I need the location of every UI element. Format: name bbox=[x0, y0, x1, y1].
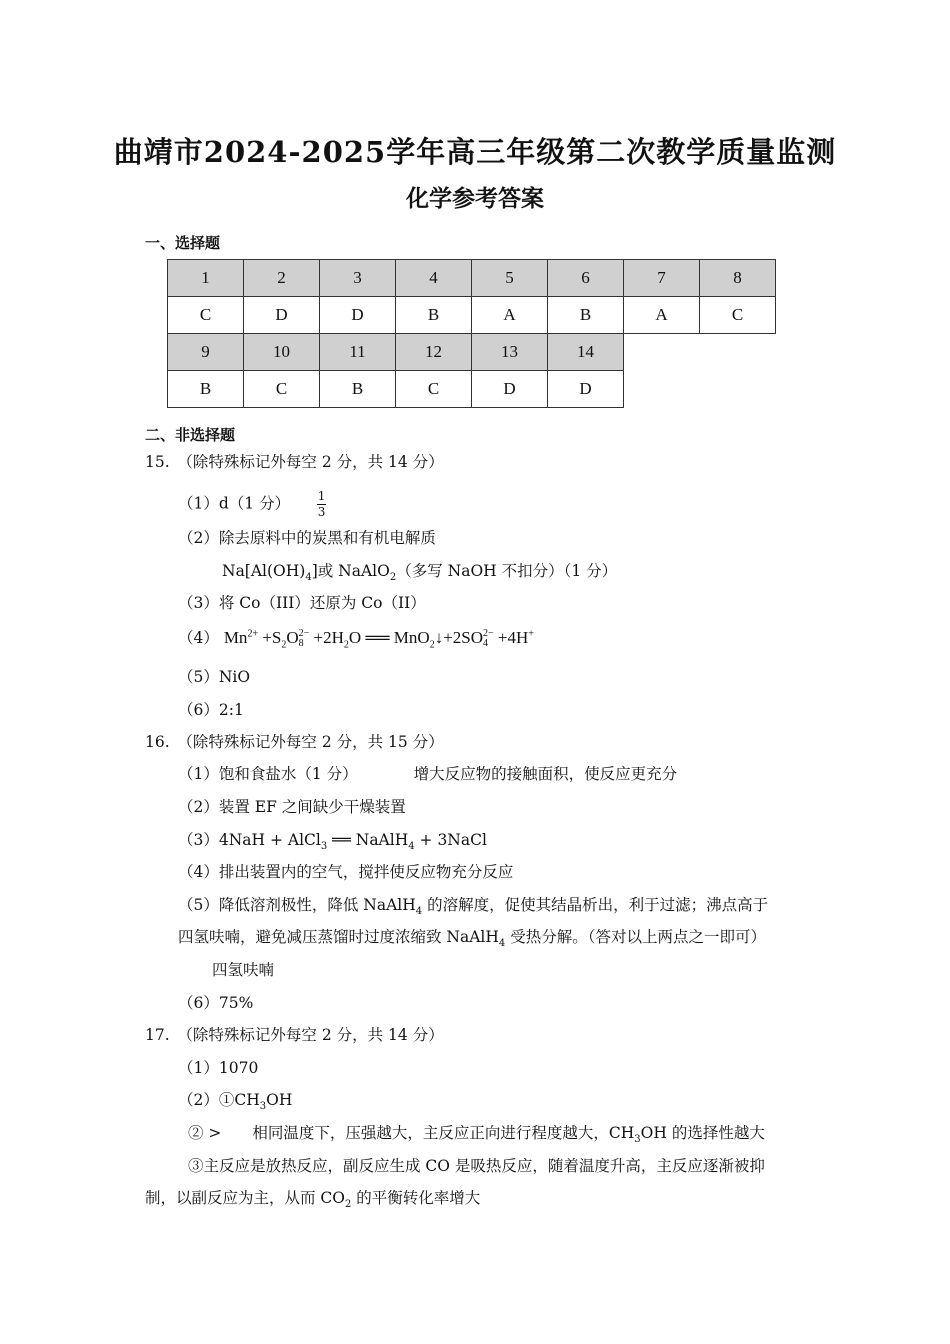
question-number-cell: 12 bbox=[396, 334, 472, 371]
q16-part5-answer2: 四氢呋喃 bbox=[212, 961, 275, 979]
question-number-cell: 4 bbox=[396, 260, 472, 297]
answer-cell: D bbox=[320, 297, 396, 334]
question-number-cell: 11 bbox=[320, 334, 396, 371]
question-number-cell: 3 bbox=[320, 260, 396, 297]
subscript: 4 bbox=[498, 938, 506, 950]
page-subtitle: 化学参考答案 bbox=[406, 185, 544, 212]
part-label: （4） bbox=[178, 629, 219, 647]
q16-part6: （6）75% bbox=[178, 994, 254, 1012]
answer-cell: B bbox=[396, 297, 472, 334]
question-number-cell: 10 bbox=[244, 334, 320, 371]
question-number-cell: 14 bbox=[548, 334, 624, 371]
q17-part2-sub2 bbox=[188, 1123, 765, 1146]
page-title: 曲靖市2024-2025学年高三年级第二次教学质量监测 bbox=[113, 135, 837, 169]
answer-table bbox=[167, 259, 776, 408]
empty-cell bbox=[624, 371, 700, 408]
text-run: 制，以副反应为主，从而 CO bbox=[145, 1189, 345, 1207]
table-row bbox=[168, 334, 776, 371]
answer-cell: C bbox=[396, 371, 472, 408]
answer-cell: C bbox=[244, 371, 320, 408]
q15-part3: （3）将 Co（III）还原为 Co（II） bbox=[178, 594, 426, 612]
q15-part2: （2）除去原料中的炭黑和有机电解质 bbox=[178, 529, 436, 547]
q16-part2: （2）装置 EF 之间缺少干燥装置 bbox=[178, 798, 406, 816]
text-run: 四氢呋喃，避免减压蒸馏时过度浓缩致 NaAlH bbox=[178, 928, 499, 946]
subscript: 4 bbox=[305, 572, 312, 584]
q16-part1 bbox=[178, 764, 677, 784]
q17-heading: 17. （除特殊标记外每空 2 分，共 14 分） bbox=[145, 1026, 444, 1044]
text-run: + 3NaCl bbox=[414, 831, 487, 849]
answer-cell: D bbox=[472, 371, 548, 408]
text-run: ]或 NaAlO bbox=[311, 562, 390, 580]
q16-part5-cont bbox=[178, 927, 766, 950]
question-number-cell: 1 bbox=[168, 260, 244, 297]
q16-part5 bbox=[178, 895, 769, 918]
answer-cell: D bbox=[244, 297, 320, 334]
table-row bbox=[168, 371, 776, 408]
text-run: （3）4NaH + AlCl bbox=[178, 831, 321, 849]
text-run: （2）①CH bbox=[178, 1091, 260, 1109]
section-heading-choice: 一、选择题 bbox=[145, 234, 221, 252]
fraction bbox=[317, 490, 326, 519]
answer-cell: C bbox=[168, 297, 244, 334]
q17-part1: （1）1070 bbox=[178, 1059, 259, 1077]
text-run: 受热分解。（答对以上两点之一即可） bbox=[505, 928, 766, 946]
empty-cell bbox=[624, 334, 700, 371]
answer-cell: D bbox=[548, 371, 624, 408]
q17-part2-sub3: ③主反应是放热反应，副反应生成 CO 是吸热反应，随着温度升高，主反应逐渐被抑 bbox=[188, 1157, 765, 1175]
text-run: Na[Al(OH) bbox=[222, 562, 306, 580]
text-run: （5）降低溶剂极性，降低 NaAlH bbox=[178, 896, 416, 914]
question-number-cell: 7 bbox=[624, 260, 700, 297]
empty-cell bbox=[700, 334, 776, 371]
answer-cell: C bbox=[700, 297, 776, 334]
table-row bbox=[168, 260, 776, 297]
text-run: （1）饱和食盐水（1 分） bbox=[178, 765, 358, 783]
text-run: （多写 NaOH 不扣分）（1 分） bbox=[396, 562, 618, 580]
question-number-cell: 8 bbox=[700, 260, 776, 297]
question-number-cell: 6 bbox=[548, 260, 624, 297]
subscript: 4 bbox=[408, 841, 415, 853]
fraction-numerator: 1 bbox=[317, 489, 326, 503]
answer-cell: B bbox=[320, 371, 396, 408]
subscript: 3 bbox=[634, 1134, 641, 1146]
question-number-cell: 5 bbox=[472, 260, 548, 297]
subscript: 2 bbox=[389, 572, 397, 584]
table-row bbox=[168, 297, 776, 334]
q17-part2-sub3-cont bbox=[145, 1188, 481, 1211]
q15-part2-answer bbox=[222, 561, 618, 584]
answer-cell: A bbox=[624, 297, 700, 334]
q17-part2 bbox=[178, 1090, 293, 1113]
text-run: 的溶解度，促使其结晶析出，利于过滤；沸点高于 bbox=[422, 896, 769, 914]
subscript: 3 bbox=[320, 841, 328, 853]
question-number-cell: 2 bbox=[244, 260, 320, 297]
text-run: 增大反应物的接触面积，使反应更充分 bbox=[413, 765, 678, 783]
q16-part3 bbox=[178, 830, 487, 853]
answer-cell: B bbox=[168, 371, 244, 408]
answer-cell: B bbox=[548, 297, 624, 334]
text-run: ══ NaAlH bbox=[327, 831, 409, 849]
q15-part1-text: （1）d（1 分） bbox=[178, 494, 291, 513]
text-run: 的平衡转化率增大 bbox=[351, 1189, 481, 1207]
text-run: OH 的选择性越大 bbox=[640, 1124, 765, 1142]
subscript: 4 bbox=[415, 906, 423, 918]
text-run: OH bbox=[266, 1091, 293, 1109]
subscript: 3 bbox=[259, 1101, 267, 1113]
q15-part1 bbox=[178, 490, 326, 519]
q16-heading: 16. （除特殊标记外每空 2 分，共 15 分） bbox=[145, 733, 444, 751]
q15-part5: （5）NiO bbox=[178, 668, 251, 686]
answer-cell: A bbox=[472, 297, 548, 334]
q16-part4: （4）排出装置内的空气，搅拌使反应物充分反应 bbox=[178, 863, 514, 881]
question-number-cell: 9 bbox=[168, 334, 244, 371]
fraction-denominator: 3 bbox=[317, 505, 326, 519]
ionic-equation: $Mn^{2+} +S_2O$ 2− 8 $+2H_2O$ ══ MnO$_2$↓+2SO 2− 4 +4H+ bbox=[223, 628, 534, 651]
q15-part4 bbox=[178, 628, 534, 649]
text-run: ② > 相同温度下，压强越大，主反应正向进行程度越大，CH bbox=[188, 1124, 635, 1142]
subscript: 2 bbox=[345, 1199, 352, 1211]
q15-part6: （6）2:1 bbox=[178, 701, 244, 719]
q15-heading: 15. （除特殊标记外每空 2 分，共 14 分） bbox=[145, 453, 444, 471]
section-heading-nonchoice: 二、非选择题 bbox=[145, 426, 236, 444]
question-number-cell: 13 bbox=[472, 334, 548, 371]
empty-cell bbox=[700, 371, 776, 408]
